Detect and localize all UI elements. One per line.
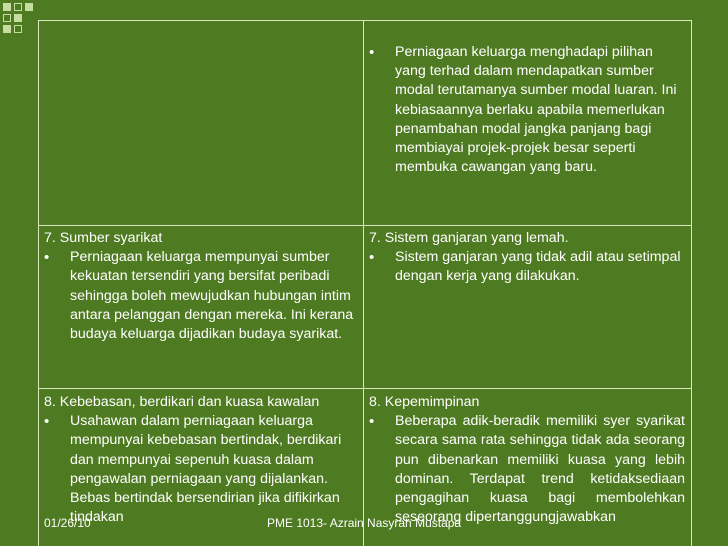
deco-square	[3, 3, 11, 11]
cell-heading: 8. Kepemimpinan	[369, 394, 480, 410]
table-row	[39, 21, 692, 226]
footer-title: PME 1013- Azrain Nasyrah Mustapa	[267, 516, 462, 530]
deco-square	[25, 3, 33, 11]
bullet-item: • Usahawan dalam perniagaan keluarga mempunyai kebebasan bertindak, berdikari dan mempunyai sepenuh kuasa dalam pengawalan perniagaan yang dijalankan. Bebas bertindak bersendirian jika difikirkan tindakan	[44, 412, 357, 527]
deco-square	[14, 14, 22, 22]
deco-square	[14, 25, 22, 33]
cell-heading: 7. Sistem ganjaran yang lemah.	[369, 230, 569, 246]
table-cell-right	[364, 21, 692, 226]
deco-square	[3, 14, 11, 22]
cell-heading: 7. Sumber syarikat	[44, 230, 163, 246]
bullet-item: • Perniagaan keluarga mempunyai sumber kekuatan tersendiri yang bersifat peribadi sehingga boleh mewujudkan hubungan intim antara pelanggan dengan mereka. Ini kerana budaya keluarga dijadikan budaya syarikat.	[44, 248, 357, 344]
deco-square	[14, 3, 22, 11]
table-cell-left	[39, 21, 364, 226]
footer-date: 01/26/10	[44, 516, 91, 530]
bullet-item: • Perniagaan keluarga menghadapi pilihan yang terhad dalam mendapatkan sumber modal terutamanya sumber modal luaran. Ini kebiasaannya berlaku apabila memerlukan penambahan modal jangka panjang bagi membiayai projek-projek besar seperti membuka cawangan yang baru.	[369, 43, 685, 177]
bullet-item: • Beberapa adik-beradik memiliki syer syarikat secara sama rata sehingga tidak ada seorang pun dibenarkan memiliki kuasa yang lebih dominan. Terdapat trend ketidaksediaan pengagihan kuasa bagi membolehkan seseorang dipertanggungjawabkan	[369, 412, 685, 527]
bullet-item: • Sistem ganjaran yang tidak adil atau setimpal dengan kerja yang dilakukan.	[369, 248, 685, 286]
table-row	[39, 226, 692, 389]
cell-heading: 8. Kebebasan, berdikari dan kuasa kawalan	[44, 394, 320, 410]
decorative-squares	[0, 0, 40, 40]
table-cell-right	[364, 226, 692, 389]
deco-square	[3, 25, 11, 33]
comparison-table	[38, 20, 692, 546]
table-cell-left	[39, 226, 364, 389]
